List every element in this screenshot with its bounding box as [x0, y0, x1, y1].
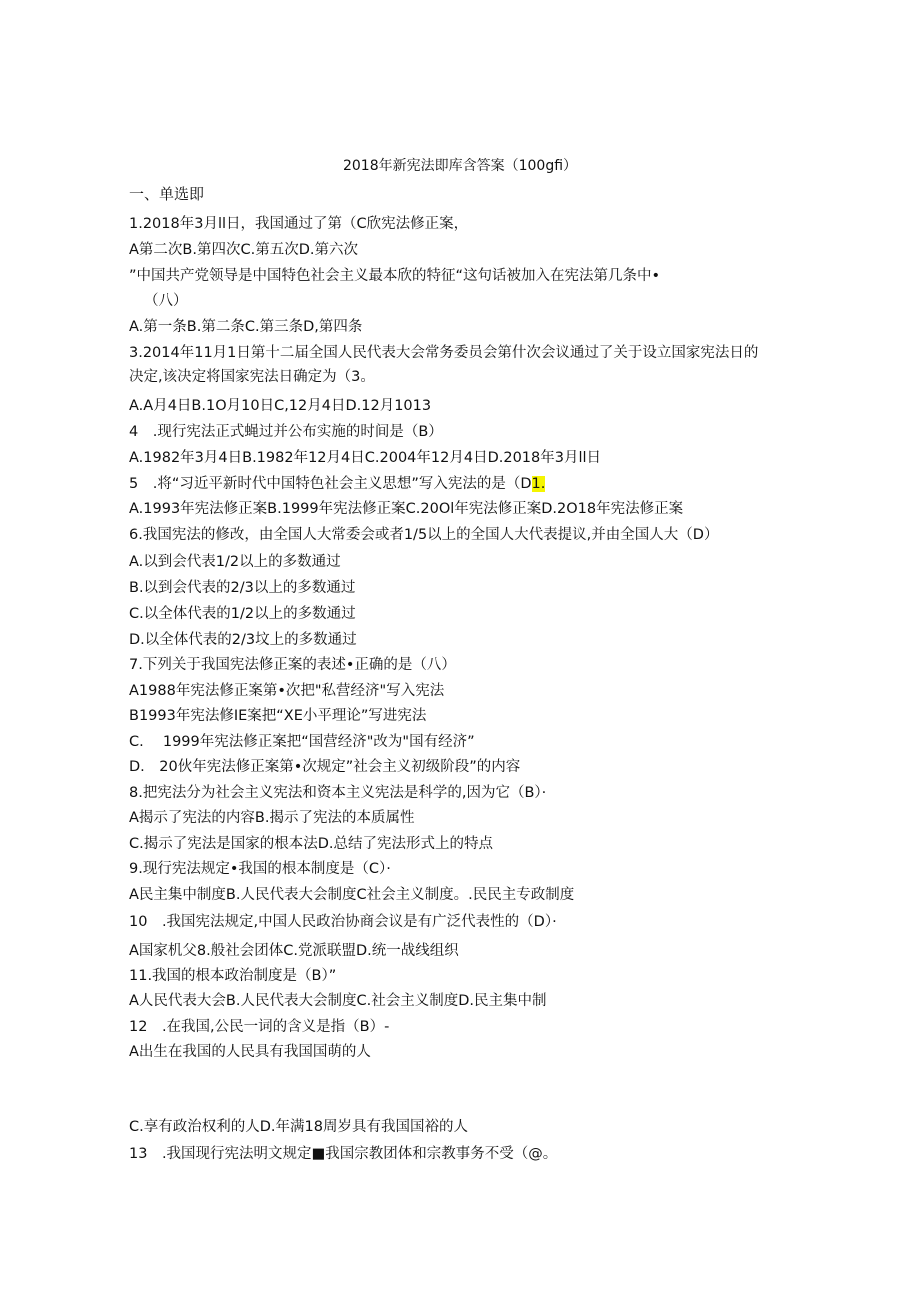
question-4: 4 .现行宪法正式蝇过并公布实施的时间是（B） — [129, 424, 443, 440]
question-7-option-c: C. 1999年宪法修正案把“国营经济"改为"国有经济” — [129, 734, 475, 750]
question-5-text: 5 .将“习近平新时代中国特色社会主义思想”写入宪法的是（D — [129, 476, 532, 492]
question-8: 8.把宪法分为社会主义宪法和资本主义宪法是科学的,因为它（B）· — [129, 785, 547, 801]
question-7-option-d: D. 20伙年宪法修正案第•次规定”社会主义初级阶段”的内容 — [129, 759, 521, 775]
question-7-option-a: A1988年宪法修正案第•次把"私营经济"写入宪法 — [129, 683, 445, 699]
question-2-options: A.第一条B.第二条C.第三条D,第四条 — [129, 319, 363, 335]
highlighted-text: 1. — [531, 476, 546, 492]
question-2-answer: （八） — [144, 293, 188, 309]
question-12-option-a: A出生在我国的人民具有我国国萌的人 — [129, 1044, 371, 1060]
question-2: ”中国共产党领导是中国特色社会主义最本欣的特征“这句话被加入在宪法第几条中• — [129, 268, 661, 284]
question-6-option-a: A.以到会代表1/2以上的多数通过 — [129, 554, 341, 570]
document-title: 2018年新宪法即库含答案（100gfi） — [342, 158, 578, 174]
question-7-option-b: B1993年宪法修IE案把“XE小平理论”写进宪法 — [129, 708, 427, 724]
question-3: 3.2014年11月1日第十二届全国人民代表大会常务委员会第什次会议通过了关于设立国家宪法日的 — [129, 345, 759, 361]
question-6: 6.我国宪法的修改，由全国人大常委会或者1/5以上的全国人大代表提议,并由全国人大（D） — [129, 527, 719, 543]
question-12-options-cd: C.享有政治权利的人D.年满18周岁具有我国国裕的人 — [129, 1119, 468, 1135]
question-8-options-cd: C.揭示了宪法是国家的根本法D.总结了宪法形式上的特点 — [129, 836, 494, 852]
question-5 — [129, 474, 545, 494]
question-11-options: A人民代表大会B.人民代表大会制度C.社会主义制度D.民主集中制 — [129, 993, 547, 1009]
question-6-option-c: C.以全体代表的1/2以上的多数通过 — [129, 606, 356, 622]
section-heading: 一、单选即 — [129, 185, 205, 203]
question-6-option-b: B.以到会代表的2/3以上的多数通过 — [129, 580, 356, 596]
question-5-options: A.1993年宪法修正案B.1999年宪法修正案C.20Ol年宪法修正案D.2O18年宪法修正案 — [129, 501, 684, 517]
question-7: 7.下列关于我国宪法修正案的表述•正确的是（八） — [129, 657, 456, 673]
question-1-options: A第二次B.第四次C.第五次D.第六次 — [129, 242, 358, 258]
question-8-options-ab: A揭示了宪法的内容B.揭示了宪法的本质属性 — [129, 810, 415, 826]
question-9: 9.现行宪法规定•我国的根本制度是（C）· — [129, 861, 391, 877]
question-11: 11.我国的根本政治制度是（B）” — [129, 968, 337, 984]
question-10: 10 .我国宪法规定,中国人民政治协商会议是有广泛代表性的（D）· — [129, 914, 557, 930]
question-10-options: A国家机父8.般社会团体C.党派联盟D.统一战线组织 — [129, 943, 459, 959]
question-1: 1.2018年3月ll日，我国通过了第（C欣宪法修正案， — [129, 216, 469, 232]
question-13: 13 .我国现行宪法明文规定■我国宗教团体和宗教事务不受（@。 — [129, 1146, 558, 1162]
question-4-options: A.1982年3月4日B.1982年12月4日C.2004年12月4日D.2018年3月ll日 — [129, 450, 602, 466]
question-3-cont: 决定,该决定将国家宪法日确定为（3。 — [129, 369, 375, 385]
question-9-options: A民主集中制度B.人民代表大会制度C社会主义制度。.民民主专政制度 — [129, 887, 575, 903]
question-6-option-d: D.以全体代表的2/3坟上的多数通过 — [129, 632, 357, 648]
question-3-options: A.A月4日B.1O月10日C,12月4日D.12月1013 — [129, 398, 432, 414]
question-12: 12 .在我国,公民一词的含义是指（B）- — [129, 1019, 390, 1035]
